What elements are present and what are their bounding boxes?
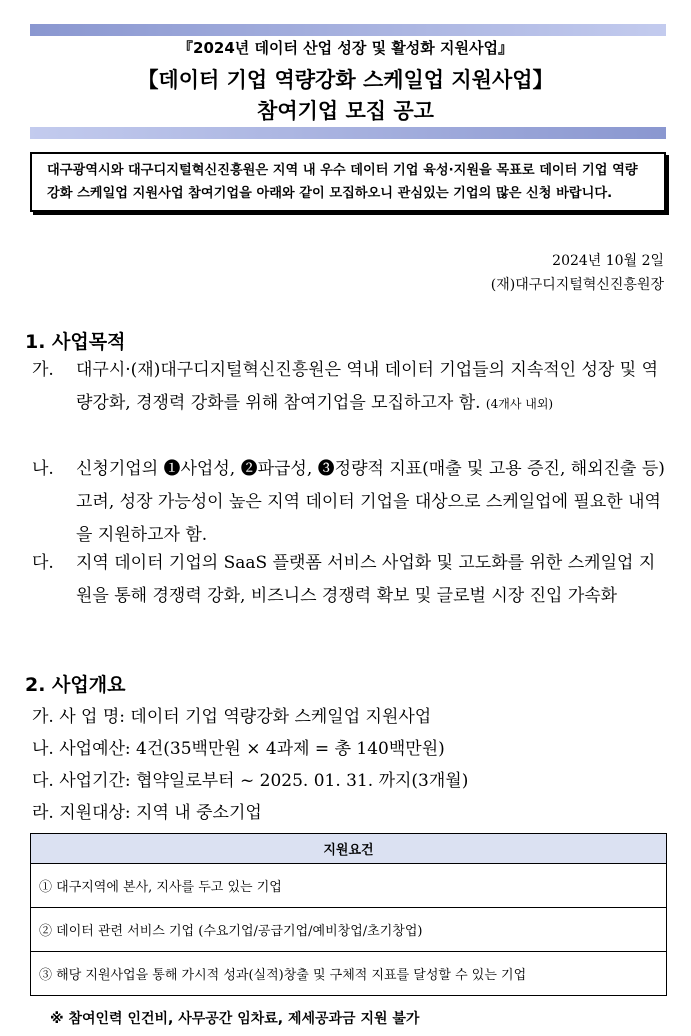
purpose-item-1	[32, 354, 668, 421]
section-title-purpose: 1. 사업목적	[25, 331, 126, 353]
purpose-item-2	[32, 453, 668, 552]
requirement-1: ① 대구지역에 본사, 지사를 두고 있는 기업	[31, 864, 667, 908]
header-decor-bar-top	[30, 24, 666, 36]
item-text: 대구시·(재)대구디지털혁신진흥원은 역내 데이터 기업들의 지속적인 성장 및 역량강화, 경쟁력 강화를 위해 참여기업을 모집하고자 함.	[76, 360, 658, 413]
announcing-organization: (재)대구디지털혁신진흥원장	[490, 277, 664, 293]
header-title-line2: 참여기업 모집 공고	[257, 99, 434, 123]
requirement-3: ③ 해당 지원사업을 통해 가시적 성과(실적)창출 및 구체적 지표를 달성할 수 있는 기업	[31, 952, 667, 996]
item-text: 신청기업의 ❶사업성, ❷파급성, ❸정량적 지표(매출 및 고용 증진, 해외진출 등) 고려, 성장 가능성이 높은 지역 데이터 기업을 대상으로 스케일업에 필요한 내역을 지원하고자 함.	[76, 459, 665, 545]
overview-item-period: 다. 사업기간: 협약일로부터 ~ 2025. 01. 31. 까지(3개월)	[32, 771, 469, 791]
header-subtitle: 『2024년 데이터 산업 성장 및 활성화 지원사업』	[178, 39, 513, 57]
item-marker: 나.	[32, 459, 54, 479]
table-row	[31, 864, 667, 908]
requirement-2: ② 데이터 관련 서비스 기업 (수요기업/공급기업/예비창업/초기창업)	[31, 908, 667, 952]
table-row	[31, 908, 667, 952]
table-header: 지원요건	[31, 834, 667, 864]
intro-box: 대구광역시와 대구디지털혁신진흥원은 지역 내 우수 데이터 기업 육성·지원을 목표로 데이터 기업 역량강화 스케일업 지원사업 참여기업을 아래와 같이 모집하오니 관심있는 기업의 많은 신청 바랍니다.	[30, 152, 666, 212]
table-header-row	[31, 834, 667, 864]
overview-item-budget: 나. 사업예산: 4건(35백만원 × 4과제 = 총 140백만원)	[32, 739, 445, 759]
item-text: 지역 데이터 기업의 SaaS 플랫폼 서비스 사업화 및 고도화를 위한 스케일업 지원을 통해 경쟁력 강화, 비즈니스 경쟁력 확보 및 글로벌 시장 진입 가속화	[76, 553, 656, 606]
requirements-table	[30, 833, 667, 996]
overview-item-name: 가. 사 업 명: 데이터 기업 역량강화 스케일업 지원사업	[32, 707, 432, 727]
header-decor-bar-bottom	[30, 127, 666, 139]
item-marker: 다.	[32, 553, 54, 573]
overview-item-target: 라. 지원대상: 지역 내 중소기업	[32, 803, 262, 823]
notice-text: ※ 참여인력 인건비, 사무공간 임차료, 제세공과금 지원 불가	[50, 1011, 420, 1027]
announcement-date: 2024년 10월 2일	[552, 253, 664, 269]
item-marker: 가.	[32, 360, 54, 380]
table-row	[31, 952, 667, 996]
section-title-overview: 2. 사업개요	[25, 674, 126, 696]
purpose-item-3	[32, 547, 668, 613]
header-title-line1: 【데이터 기업 역량강화 스케일업 지원사업】	[137, 68, 554, 92]
item-note: (4개사 내외)	[485, 397, 554, 411]
